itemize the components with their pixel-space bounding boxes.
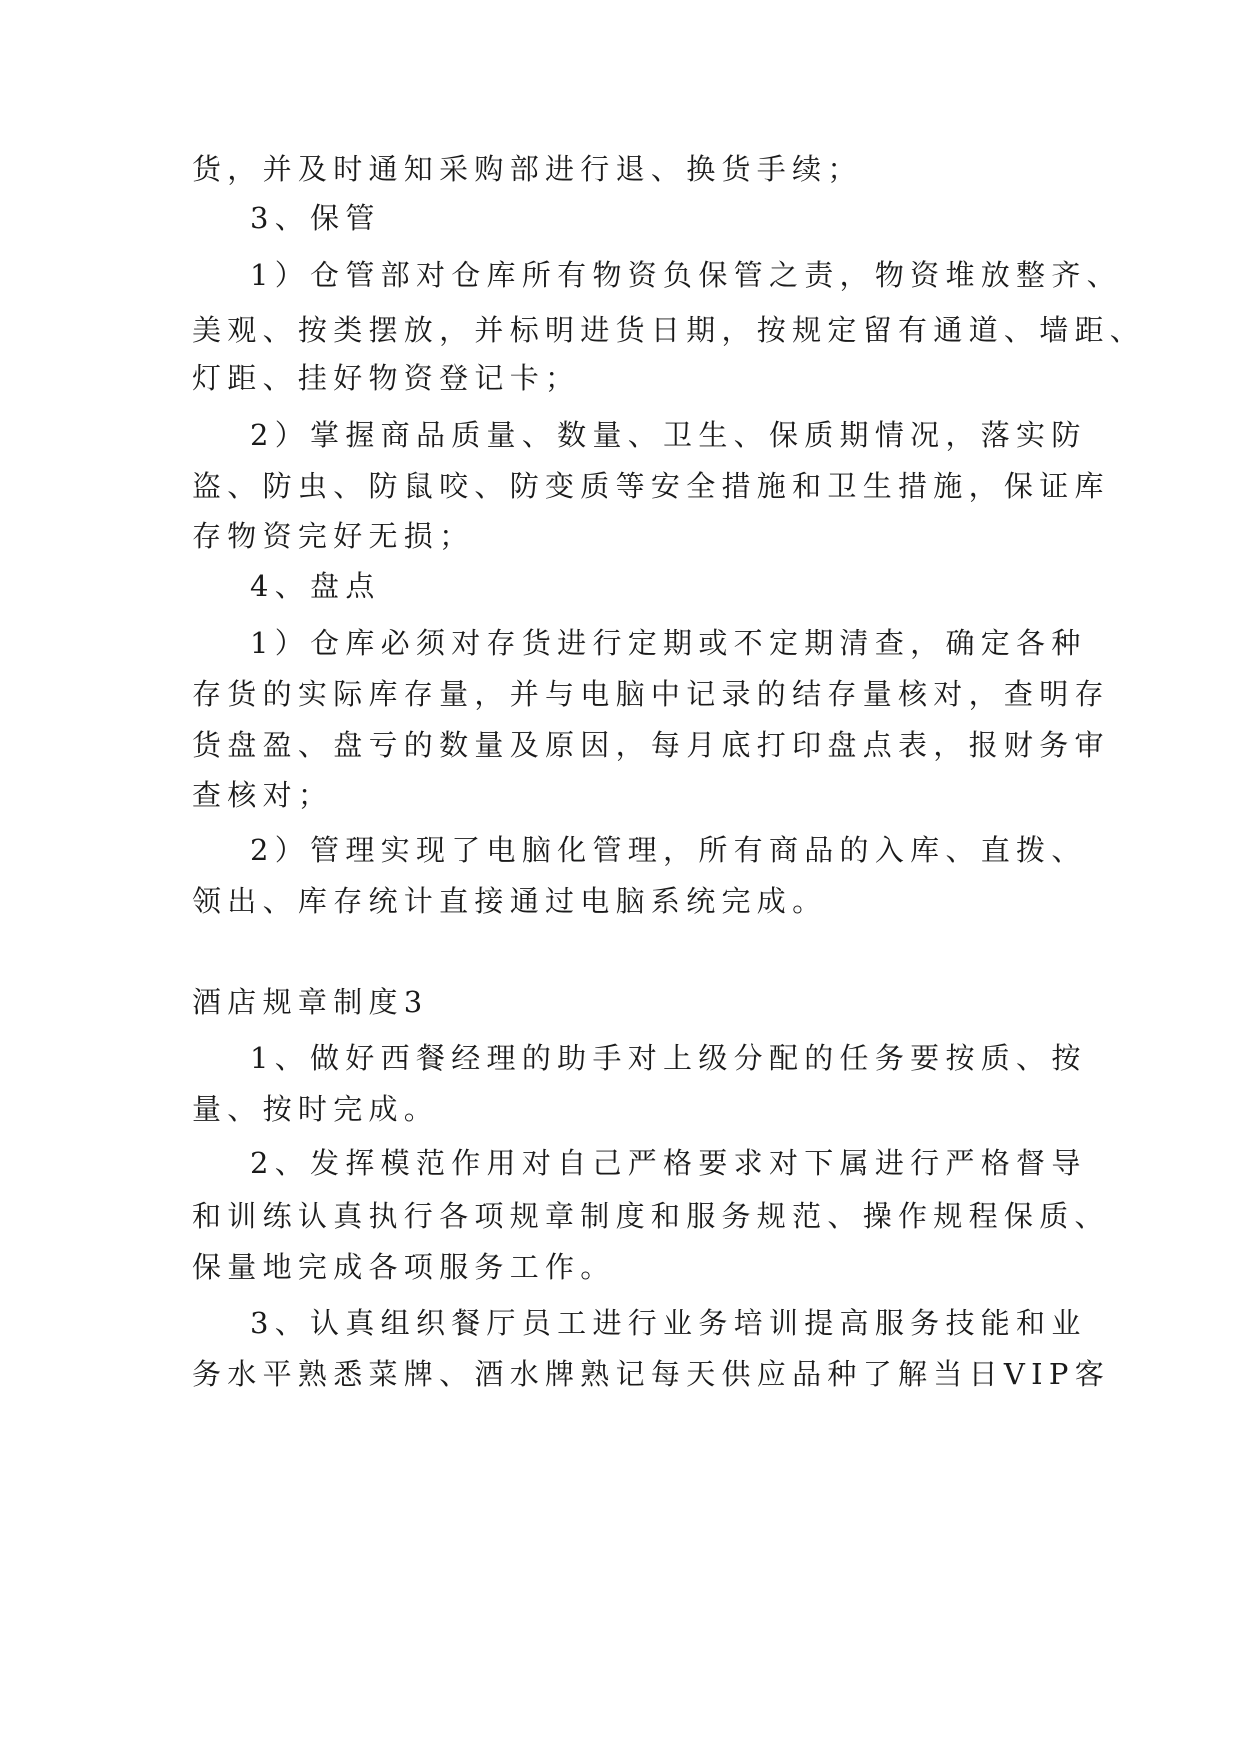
- paragraph-line: 3、认真组织餐厅员工进行业务培训提高服务技能和业: [250, 1306, 1087, 1340]
- paragraph-line: 领出、库存统计直接通过电脑系统完成。: [192, 884, 828, 918]
- paragraph-line: 1）仓管部对仓库所有物资负保管之责，物资堆放整齐、: [250, 258, 1122, 292]
- paragraph-line: 货盘盈、盘亏的数量及原因，每月底打印盘点表，报财务审: [192, 728, 1110, 762]
- paragraph-line: 2）管理实现了电脑化管理，所有商品的入库、直拨、: [250, 833, 1087, 867]
- paragraph-line: 1、做好西餐经理的助手对上级分配的任务要按质、按: [250, 1041, 1087, 1075]
- section-heading: 3、保管: [250, 201, 381, 235]
- document-title: 酒店规章制度3: [192, 985, 429, 1019]
- paragraph-line: 美观、按类摆放，并标明进货日期，按规定留有通道、墙距、: [192, 313, 1146, 347]
- paragraph-line: 2）掌握商品质量、数量、卫生、保质期情况，落实防: [250, 418, 1087, 452]
- paragraph-line: 保量地完成各项服务工作。: [192, 1250, 616, 1284]
- paragraph-line: 存物资完好无损；: [192, 519, 475, 553]
- paragraph-line: 量、按时完成。: [192, 1092, 440, 1126]
- paragraph-line: 货，并及时通知采购部进行退、换货手续；: [192, 152, 863, 186]
- paragraph-line: 1）仓库必须对存货进行定期或不定期清查，确定各种: [250, 626, 1087, 660]
- paragraph-line: 灯距、挂好物资登记卡；: [192, 361, 581, 395]
- section-heading: 4、盘点: [250, 569, 381, 603]
- paragraph-line: 查核对；: [192, 778, 334, 812]
- paragraph-line: 务水平熟悉菜牌、酒水牌熟记每天供应品种了解当日VIP客: [192, 1357, 1111, 1391]
- paragraph-line: 存货的实际库存量，并与电脑中记录的结存量核对，查明存: [192, 677, 1110, 711]
- paragraph-line: 2、发挥模范作用对自己严格要求对下属进行严格督导: [250, 1146, 1087, 1180]
- paragraph-line: 和训练认真执行各项规章制度和服务规范、操作规程保质、: [192, 1199, 1110, 1233]
- paragraph-line: 盗、防虫、防鼠咬、防变质等安全措施和卫生措施，保证库: [192, 469, 1110, 503]
